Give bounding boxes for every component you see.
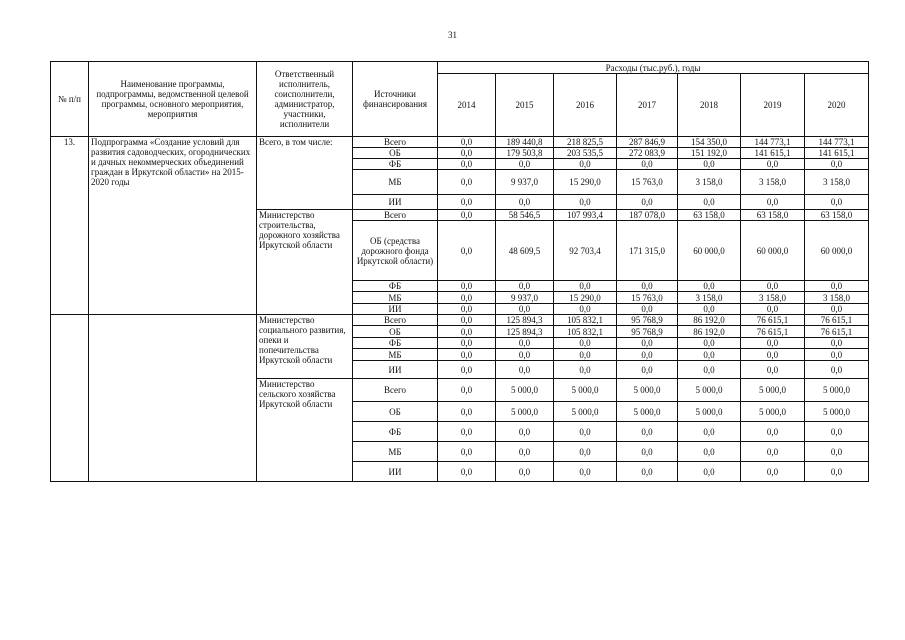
value-cell: 0,0 — [554, 349, 617, 361]
value-cell: 0,0 — [554, 281, 617, 292]
value-cell: 0,0 — [438, 422, 496, 442]
value-cell: 76 615,1 — [741, 315, 805, 326]
header-year: 2020 — [805, 74, 869, 137]
value-cell: 0,0 — [741, 349, 805, 361]
value-cell: 0,0 — [741, 338, 805, 349]
value-cell: 0,0 — [438, 349, 496, 361]
value-cell: 125 894,3 — [496, 315, 554, 326]
value-cell: 0,0 — [438, 137, 496, 148]
value-cell: 0,0 — [496, 338, 554, 349]
funding-source: ИИ — [353, 195, 438, 210]
funding-source: ОБ (средства дорожного фонда Иркутской области) — [353, 221, 438, 281]
value-cell: 0,0 — [438, 148, 496, 159]
value-cell: 0,0 — [438, 281, 496, 292]
value-cell: 5 000,0 — [554, 379, 617, 402]
value-cell: 218 825,5 — [554, 137, 617, 148]
value-cell: 60 000,0 — [805, 221, 869, 281]
value-cell: 0,0 — [438, 221, 496, 281]
value-cell: 0,0 — [617, 442, 678, 462]
value-cell: 0,0 — [496, 442, 554, 462]
value-cell: 0,0 — [805, 361, 869, 379]
value-cell: 0,0 — [438, 442, 496, 462]
value-cell: 144 773,1 — [741, 137, 805, 148]
value-cell: 141 615,1 — [805, 148, 869, 159]
value-cell: 0,0 — [678, 349, 741, 361]
value-cell: 5 000,0 — [554, 402, 617, 422]
value-cell: 151 192,0 — [678, 148, 741, 159]
value-cell: 0,0 — [438, 159, 496, 170]
program-number: 13. — [51, 137, 89, 315]
value-cell: 63 158,0 — [741, 210, 805, 221]
table-row — [51, 137, 869, 148]
value-cell: 0,0 — [741, 281, 805, 292]
value-cell: 0,0 — [554, 442, 617, 462]
value-cell: 5 000,0 — [496, 402, 554, 422]
value-cell: 0,0 — [678, 281, 741, 292]
executor-cell: Всего, в том числе: — [257, 137, 353, 210]
value-cell: 0,0 — [741, 442, 805, 462]
funding-source: ФБ — [353, 338, 438, 349]
value-cell: 0,0 — [496, 159, 554, 170]
value-cell: 0,0 — [741, 361, 805, 379]
value-cell: 5 000,0 — [617, 402, 678, 422]
value-cell: 0,0 — [496, 422, 554, 442]
funding-source: Всего — [353, 210, 438, 221]
header-year: 2017 — [617, 74, 678, 137]
value-cell: 0,0 — [741, 462, 805, 482]
value-cell: 3 158,0 — [805, 170, 869, 195]
value-cell: 76 615,1 — [805, 315, 869, 326]
value-cell: 0,0 — [438, 379, 496, 402]
value-cell: 0,0 — [678, 159, 741, 170]
value-cell: 15 763,0 — [617, 170, 678, 195]
value-cell: 0,0 — [554, 338, 617, 349]
value-cell: 0,0 — [805, 304, 869, 315]
funding-source: МБ — [353, 349, 438, 361]
value-cell: 0,0 — [678, 462, 741, 482]
value-cell: 0,0 — [617, 159, 678, 170]
value-cell: 125 894,3 — [496, 326, 554, 338]
value-cell: 0,0 — [617, 195, 678, 210]
executor-cell: Министерство строительства, дорожного хозяйства Иркутской области — [257, 210, 353, 315]
value-cell: 0,0 — [678, 442, 741, 462]
executor-cell: Министерство социального развития, опеки и попечительства Иркутской области — [257, 315, 353, 379]
value-cell: 0,0 — [496, 195, 554, 210]
value-cell: 9 937,0 — [496, 170, 554, 195]
value-cell: 179 503,8 — [496, 148, 554, 159]
value-cell: 0,0 — [805, 195, 869, 210]
header-expenses: Расходы (тыс.руб.), годы — [438, 62, 869, 74]
value-cell: 3 158,0 — [741, 170, 805, 195]
value-cell: 0,0 — [554, 462, 617, 482]
value-cell: 0,0 — [496, 281, 554, 292]
funding-source: ОБ — [353, 148, 438, 159]
value-cell: 5 000,0 — [805, 379, 869, 402]
value-cell: 0,0 — [805, 338, 869, 349]
value-cell: 5 000,0 — [496, 379, 554, 402]
value-cell: 154 350,0 — [678, 137, 741, 148]
value-cell: 9 937,0 — [496, 292, 554, 304]
funding-source: МБ — [353, 292, 438, 304]
header-year: 2014 — [438, 74, 496, 137]
value-cell: 0,0 — [678, 195, 741, 210]
value-cell: 5 000,0 — [741, 402, 805, 422]
value-cell: 5 000,0 — [678, 379, 741, 402]
value-cell: 0,0 — [438, 462, 496, 482]
value-cell: 0,0 — [554, 195, 617, 210]
value-cell: 0,0 — [554, 422, 617, 442]
value-cell: 5 000,0 — [617, 379, 678, 402]
value-cell: 0,0 — [617, 462, 678, 482]
value-cell: 0,0 — [496, 361, 554, 379]
funding-source: ФБ — [353, 159, 438, 170]
value-cell: 0,0 — [438, 170, 496, 195]
value-cell: 0,0 — [438, 195, 496, 210]
value-cell: 0,0 — [617, 349, 678, 361]
value-cell: 105 832,1 — [554, 326, 617, 338]
value-cell: 0,0 — [496, 304, 554, 315]
header-year: 2019 — [741, 74, 805, 137]
value-cell: 0,0 — [617, 304, 678, 315]
header-name: Наименование программы, подпрограммы, ведомственной целевой программы, основного мероприятия, мероприятия — [89, 62, 257, 137]
value-cell: 0,0 — [617, 422, 678, 442]
funding-source: МБ — [353, 170, 438, 195]
value-cell: 92 703,4 — [554, 221, 617, 281]
value-cell: 0,0 — [805, 442, 869, 462]
value-cell: 0,0 — [678, 361, 741, 379]
value-cell: 86 192,0 — [678, 315, 741, 326]
header-year: 2015 — [496, 74, 554, 137]
header-sources: Источники финансирования — [353, 62, 438, 137]
funding-source: ОБ — [353, 326, 438, 338]
value-cell: 203 535,5 — [554, 148, 617, 159]
value-cell: 0,0 — [805, 462, 869, 482]
funding-source: МБ — [353, 442, 438, 462]
value-cell: 58 546,5 — [496, 210, 554, 221]
value-cell: 0,0 — [805, 281, 869, 292]
value-cell: 60 000,0 — [741, 221, 805, 281]
funding-source: ИИ — [353, 361, 438, 379]
value-cell: 187 078,0 — [617, 210, 678, 221]
value-cell: 107 993,4 — [554, 210, 617, 221]
value-cell: 3 158,0 — [741, 292, 805, 304]
header-year: 2018 — [678, 74, 741, 137]
funding-source: Всего — [353, 315, 438, 326]
value-cell: 105 832,1 — [554, 315, 617, 326]
funding-source: ФБ — [353, 281, 438, 292]
value-cell: 171 315,0 — [617, 221, 678, 281]
value-cell: 3 158,0 — [678, 292, 741, 304]
header-year: 2016 — [554, 74, 617, 137]
value-cell: 63 158,0 — [678, 210, 741, 221]
value-cell: 0,0 — [617, 361, 678, 379]
value-cell: 0,0 — [554, 304, 617, 315]
funding-source: ИИ — [353, 304, 438, 315]
value-cell: 0,0 — [741, 304, 805, 315]
value-cell: 0,0 — [438, 292, 496, 304]
value-cell: 95 768,9 — [617, 315, 678, 326]
value-cell: 5 000,0 — [741, 379, 805, 402]
value-cell: 141 615,1 — [741, 148, 805, 159]
value-cell: 86 192,0 — [678, 326, 741, 338]
value-cell: 0,0 — [805, 159, 869, 170]
value-cell: 0,0 — [617, 281, 678, 292]
value-cell: 287 846,9 — [617, 137, 678, 148]
value-cell: 15 290,0 — [554, 170, 617, 195]
value-cell: 0,0 — [496, 462, 554, 482]
program-name-empty — [89, 315, 257, 482]
funding-source: ФБ — [353, 422, 438, 442]
expenses-table — [50, 61, 869, 482]
page-number: 31 — [448, 30, 457, 40]
value-cell: 5 000,0 — [805, 402, 869, 422]
value-cell: 3 158,0 — [805, 292, 869, 304]
value-cell: 0,0 — [554, 361, 617, 379]
table-row — [51, 315, 869, 326]
value-cell: 76 615,1 — [805, 326, 869, 338]
value-cell: 189 440,8 — [496, 137, 554, 148]
value-cell: 48 609,5 — [496, 221, 554, 281]
value-cell: 0,0 — [805, 422, 869, 442]
value-cell: 0,0 — [438, 402, 496, 422]
value-cell: 63 158,0 — [805, 210, 869, 221]
value-cell: 0,0 — [678, 338, 741, 349]
value-cell: 0,0 — [678, 304, 741, 315]
value-cell: 0,0 — [496, 349, 554, 361]
value-cell: 0,0 — [741, 422, 805, 442]
program-name: Подпрограмма «Создание условий для развития садоводческих, огороднических и дачных некоммерческих объединений граждан в Иркутской области» на 2015-2020 годы — [89, 137, 257, 315]
header-num: № п/п — [51, 62, 89, 137]
funding-source: ИИ — [353, 462, 438, 482]
value-cell: 0,0 — [741, 195, 805, 210]
value-cell: 0,0 — [741, 159, 805, 170]
funding-source: ОБ — [353, 402, 438, 422]
value-cell: 0,0 — [617, 338, 678, 349]
value-cell: 0,0 — [438, 338, 496, 349]
value-cell: 95 768,9 — [617, 326, 678, 338]
value-cell: 15 290,0 — [554, 292, 617, 304]
value-cell: 0,0 — [438, 361, 496, 379]
value-cell: 76 615,1 — [741, 326, 805, 338]
value-cell: 0,0 — [554, 159, 617, 170]
value-cell: 0,0 — [438, 210, 496, 221]
funding-source: Всего — [353, 379, 438, 402]
value-cell: 0,0 — [438, 315, 496, 326]
executor-cell: Министерство сельского хозяйства Иркутской области — [257, 379, 353, 482]
value-cell: 144 773,1 — [805, 137, 869, 148]
value-cell: 0,0 — [438, 304, 496, 315]
value-cell: 15 763,0 — [617, 292, 678, 304]
value-cell: 0,0 — [438, 326, 496, 338]
value-cell: 5 000,0 — [678, 402, 741, 422]
value-cell: 60 000,0 — [678, 221, 741, 281]
header-executor: Ответственный исполнитель, соисполнители, администратор, участники, исполнители — [257, 62, 353, 137]
funding-source: Всего — [353, 137, 438, 148]
program-number-empty — [51, 315, 89, 482]
value-cell: 3 158,0 — [678, 170, 741, 195]
value-cell: 0,0 — [678, 422, 741, 442]
value-cell: 0,0 — [805, 349, 869, 361]
value-cell: 272 083,9 — [617, 148, 678, 159]
